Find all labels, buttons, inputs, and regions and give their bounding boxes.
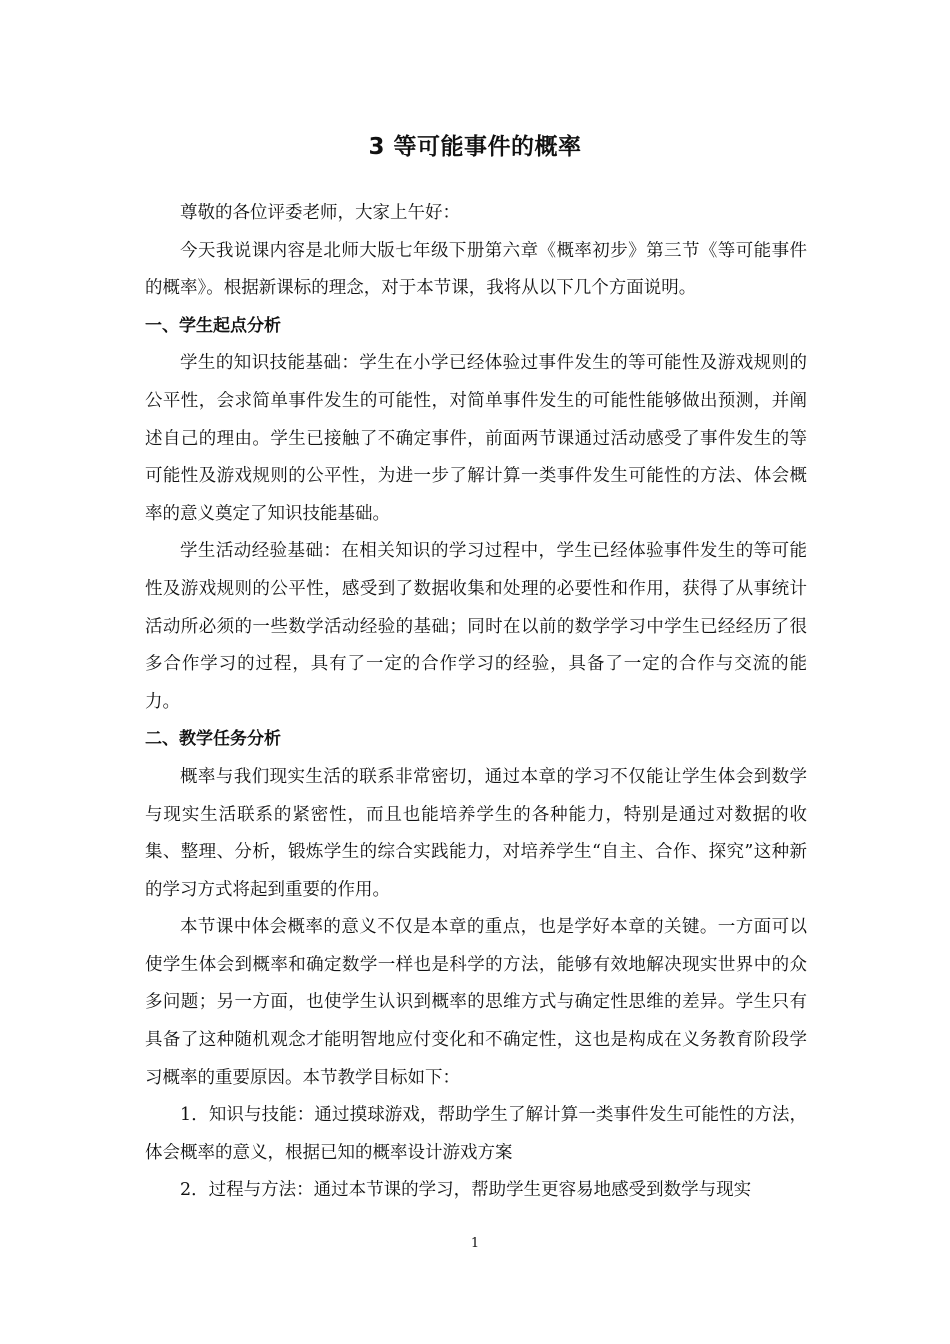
paragraph-goal-knowledge: 1．知识与技能：通过摸球游戏，帮助学生了解计算一类事件发生可能性的方法，体会概率的意义，根据已知的概率设计游戏方案 (145, 1105, 807, 1163)
intro-paragraph: 今天我说课内容是北师大版七年级下册第六章《概率初步》第三节《等可能事件的概率》。根据新课标的理念，对于本节课，我将从以下几个方面说明。 (145, 240, 807, 299)
paragraph-key-point: 本节课中体会概率的意义不仅是本章的重点，也是学好本章的关键。一方面可以使学生体会到概率和确定数学一样也是科学的方法，能够有效地解决现实世界中的众多问题；另一方面，也使学生认识到概率的思维方式与确定性思维的差异。学生只有具备了这种随机观念才能明智地应付变化和不确定性，这也是构成在义务教育阶段学习概率的重要原因。本节教学目标如下： (145, 917, 807, 1088)
paragraph-knowledge-foundation: 学生的知识技能基础：学生在小学已经体验过事件发生的等可能性及游戏规则的公平性，会求简单事件发生的可能性，对简单事件发生的可能性能够做出预测，并阐述自己的理由。学生已接触了不确定事件，前面两节课通过活动感受了事件发生的等可能性及游戏规则的公平性，为进一步了解计算一类事件发生可能性的方法、体会概率的意义奠定了知识技能基础。 (145, 353, 807, 524)
paragraph-probability-life: 概率与我们现实生活的联系非常密切，通过本章的学习不仅能让学生体会到数学与现实生活联系的紧密性，而且也能培养学生的各种能力，特别是通过对数据的收集、整理、分析，锻炼学生的综合实践能力，对培养学生“自主、合作、探究”这种新的学习方式将起到重要的作用。 (145, 766, 807, 900)
section-heading-student-analysis: 一、学生起点分析 (145, 315, 281, 336)
section-heading-teaching-tasks: 二、教学任务分析 (145, 729, 281, 750)
page-number: 1 (470, 1236, 480, 1251)
paragraph-goal-process: 2．过程与方法：通过本节课的学习，帮助学生更容易地感受到数学与现实 (180, 1180, 752, 1201)
greeting-paragraph: 尊敬的各位评委老师，大家上午好： (180, 203, 460, 223)
document-title: 3 等可能事件的概率 (368, 134, 582, 160)
paragraph-activity-experience: 学生活动经验基础：在相关知识的学习过程中，学生已经体验事件发生的等可能性及游戏规则的公平性，感受到了数据收集和处理的必要性和作用，获得了从事统计活动所必须的一些数学活动经验的基础；同时在以前的数学学习中学生已经经历了很多合作学习的过程，具有了一定的合作学习的经验，具备了一定的合作与交流的能力。 (145, 541, 807, 712)
document-body (145, 195, 807, 1210)
